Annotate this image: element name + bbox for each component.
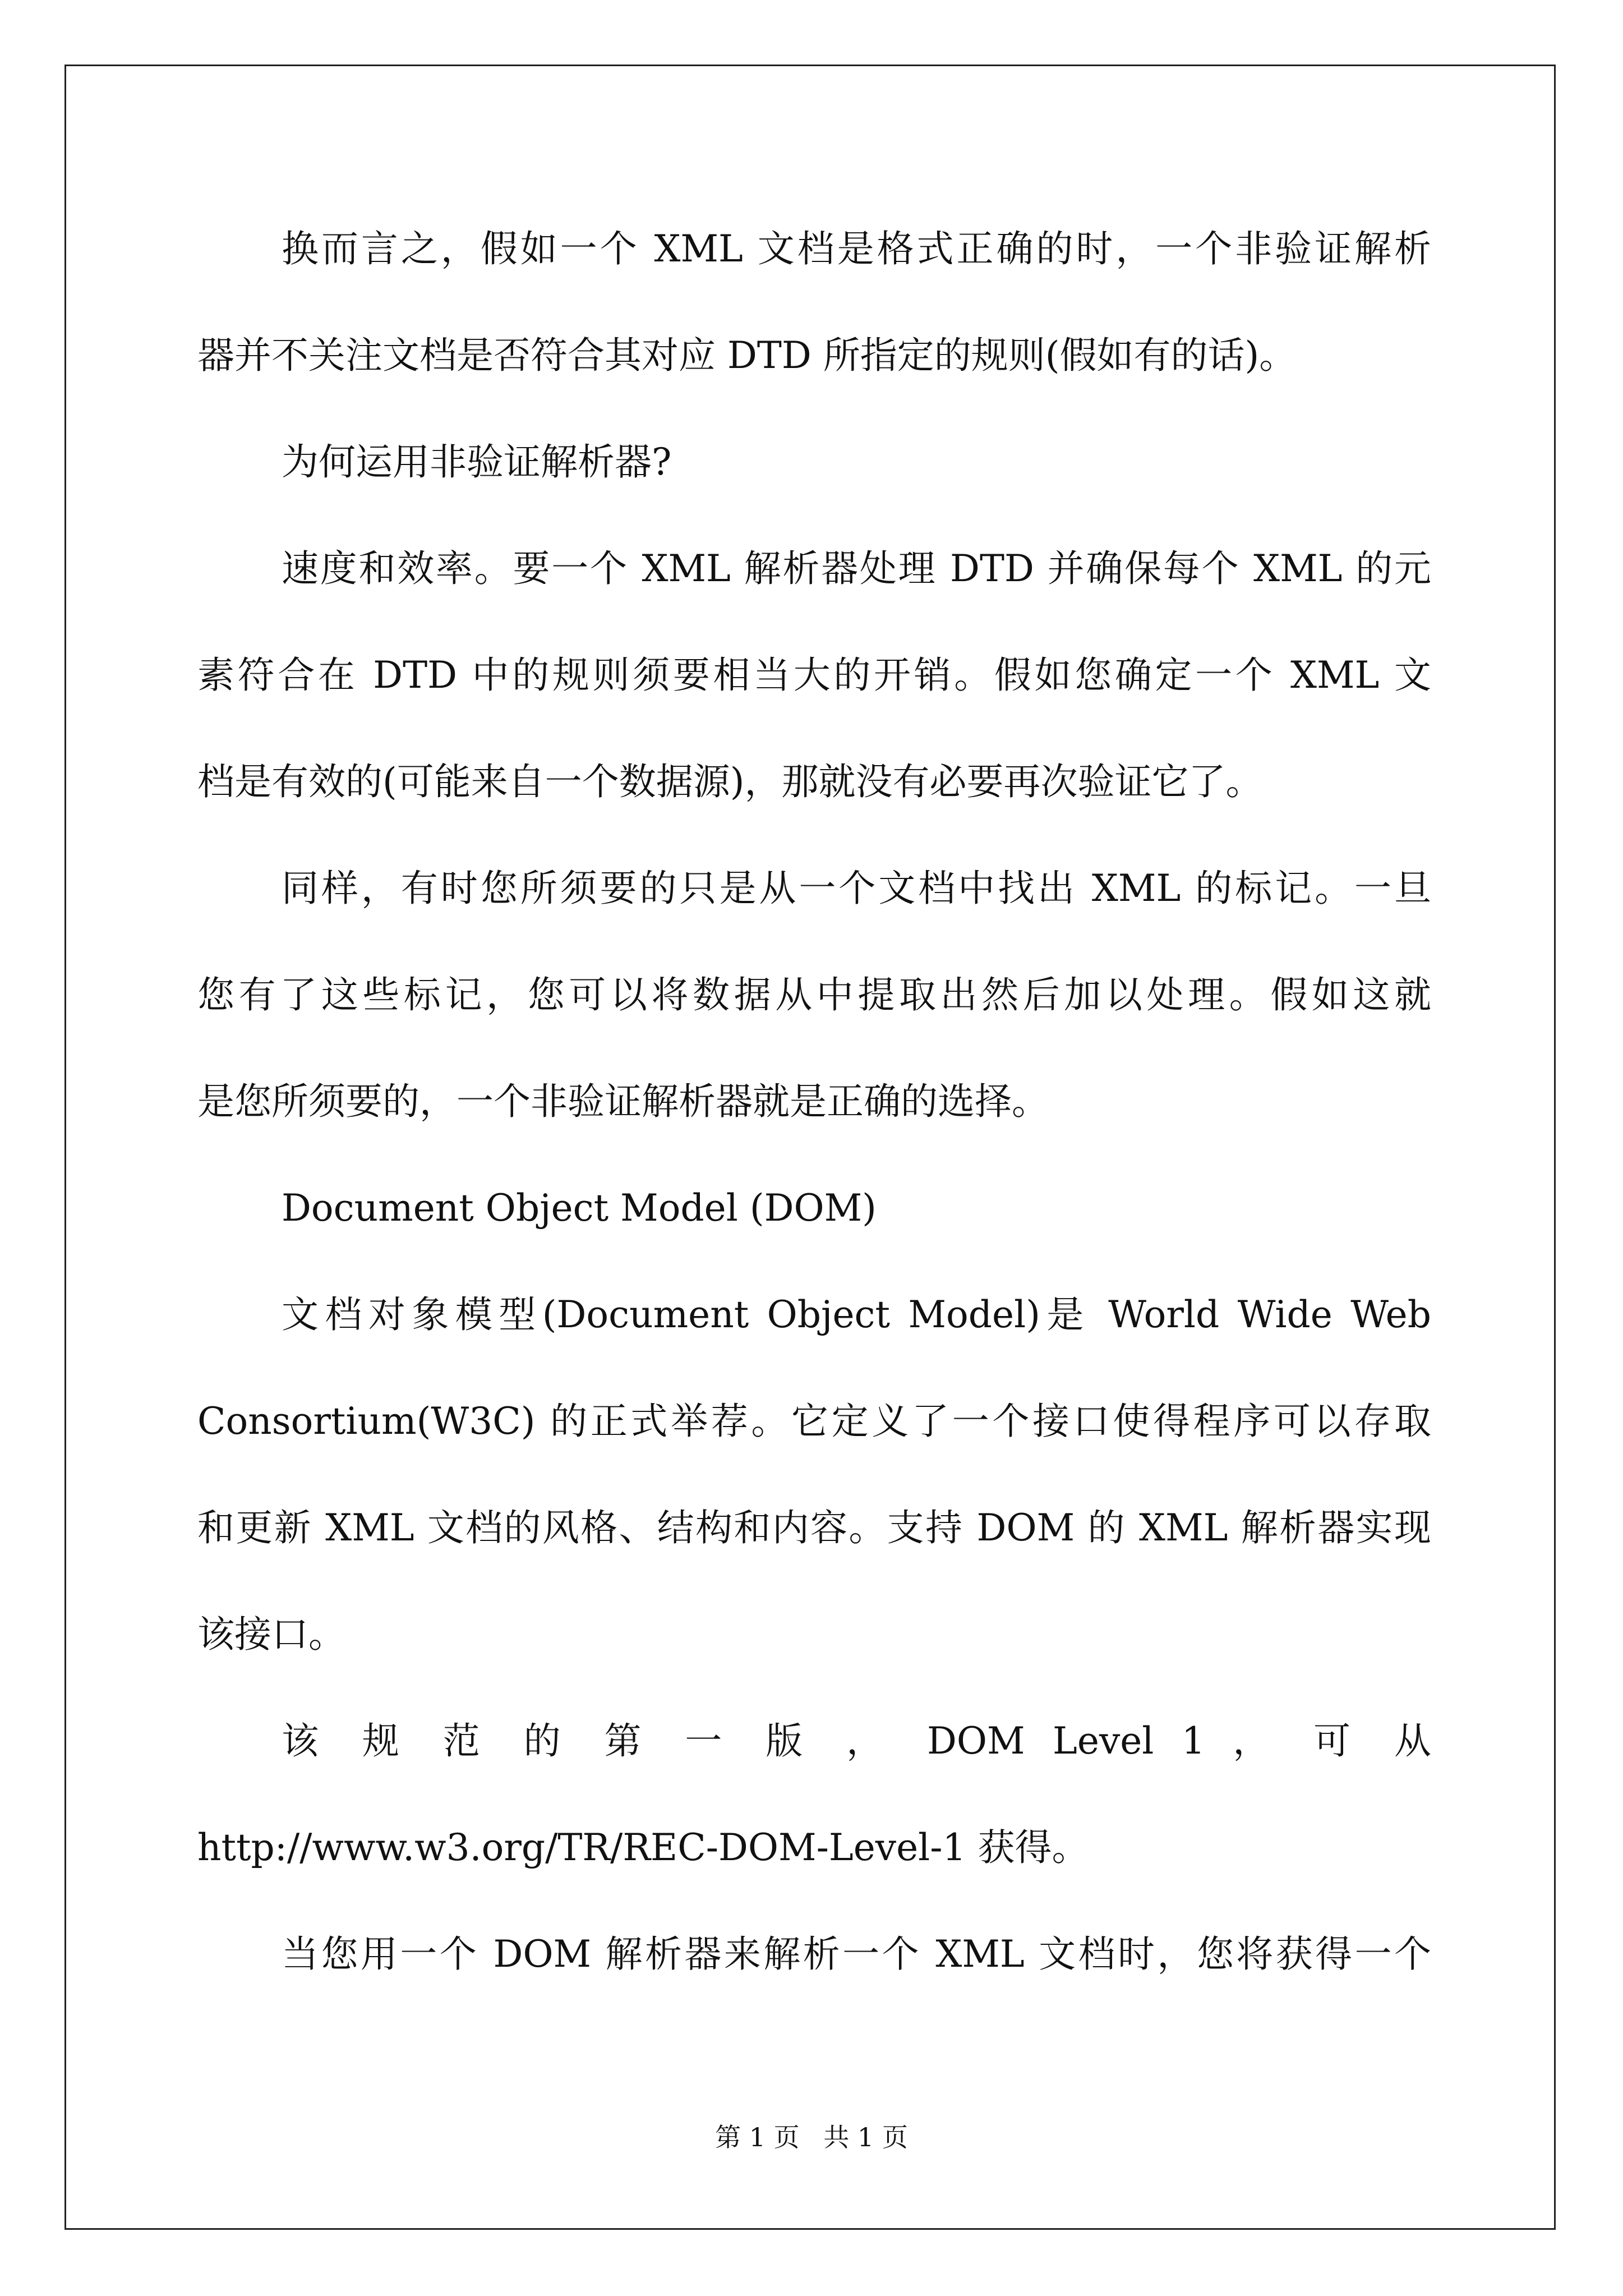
document-body [197, 213, 1431, 2025]
paragraph-line: 和更新 XML 文档的风格、结构和内容。支持 DOM 的 XML 解析器实现 [197, 1506, 1431, 1549]
paragraph-line: 档是有效的(可能来自一个数据源)，那就没有必要再次验证它了。 [197, 760, 1263, 803]
paragraph-line: 同样，有时您所须要的只是从一个文档中找出 XML 的标记。一旦 [282, 867, 1431, 910]
section-heading: Document Object Model (DOM) [282, 1186, 877, 1230]
paragraph-line: 换而言之，假如一个 XML 文档是格式正确的时，一个非验证解析 [282, 227, 1431, 270]
paragraph-line: 是您所须要的，一个非验证解析器就是正确的选择。 [197, 1080, 1049, 1123]
paragraph-line: http://www.w3.org/TR/REC-DOM-Level-1 获得。 [197, 1826, 1089, 1869]
page-total: 共 1 页 [823, 2122, 908, 2152]
paragraph-line: Consortium(W3C) 的正式举荐。它定义了一个接口使得程序可以存取 [197, 1400, 1431, 1443]
paragraph-line: 该接口。 [197, 1613, 345, 1656]
paragraph-line: 器并不关注文档是否符合其对应 DTD 所指定的规则(假如有的话)。 [197, 334, 1297, 377]
paragraph-line: 该 规 范 的 第 一 版 ， DOM Level 1 ， 可 从 [282, 1719, 1431, 1763]
paragraph-line: 文档对象模型(Document Object Model)是 World Wide Web [282, 1293, 1431, 1336]
paragraph-line: 素符合在 DTD 中的规则须要相当大的开销。假如您确定一个 XML 文 [197, 654, 1431, 697]
paragraph-line: 速度和效率。要一个 XML 解析器处理 DTD 并确保每个 XML 的元 [282, 547, 1431, 590]
paragraph-line: 为何运用非验证解析器? [282, 440, 672, 484]
paragraph-line: 您有了这些标记，您可以将数据从中提取出然后加以处理。假如这就 [197, 973, 1431, 1016]
paragraph-line: 当您用一个 DOM 解析器来解析一个 XML 文档时，您将获得一个 [282, 1932, 1431, 1976]
page-number: 第 1 页 [715, 2122, 800, 2152]
page-footer [0, 2120, 1623, 2154]
